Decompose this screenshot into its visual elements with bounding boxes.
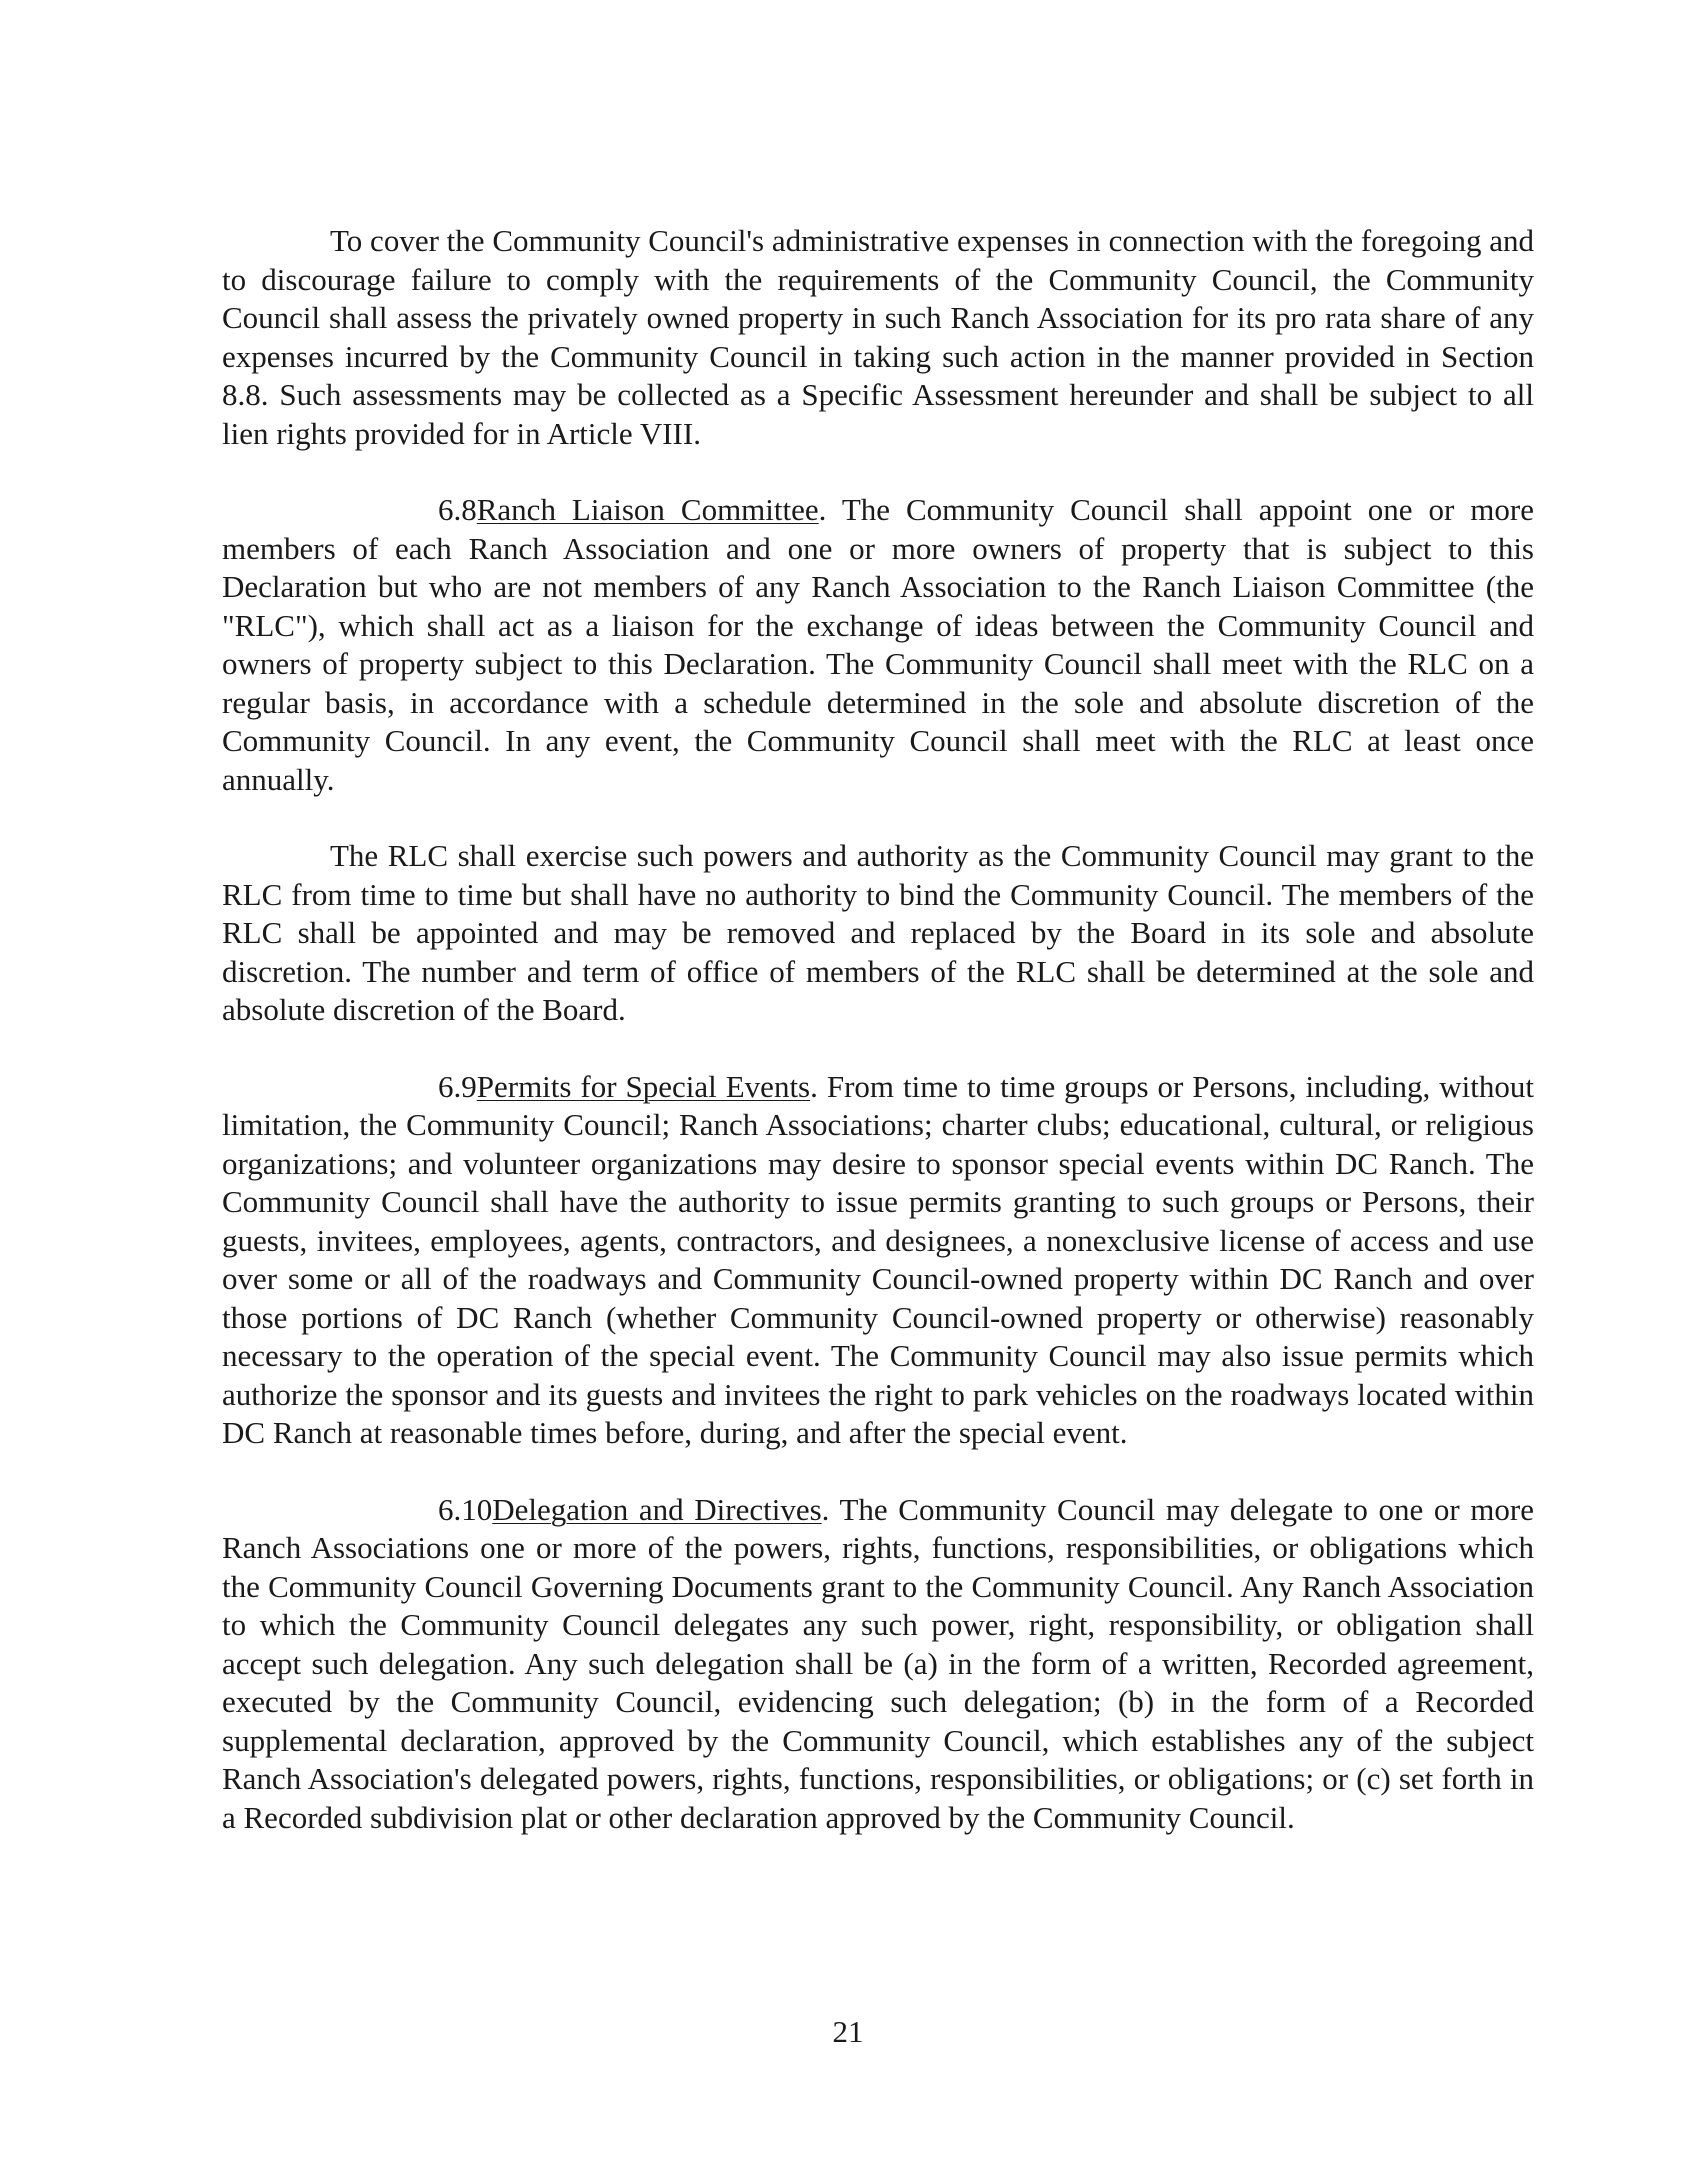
document-page [222, 222, 1534, 1837]
section-6-8-continuation: The RLC shall exercise such powers and authority as the Community Council may grant to the RLC from time to time but shall have no authority to bind the Community Council. The members of the RLC shall be appointed and may be removed and replaced by the Board in its sole and absolute discretion. The number and term of office of members of the RLC shall be determined at the sole and absolute discretion of the Board. [222, 838, 1534, 1027]
section-body: . The Community Council may delegate to one or more Ranch Associations one or more of the powers, rights, functions, responsibilities, or obligations which the Community Council Governing Documents grant to the Community Council. Any Ranch Association to which the Community Council delegates any such power, right, responsibility, or obligation shall accept such delegation. Any such delegation shall be (a) in the form of a written, Recorded agreement, executed by the Community Council, evidencing such delegation; (b) in the form of a Recorded supplemental declaration, approved by the Community Council, which establishes any of the subject Ranch Association's delegated powers, rights, functions, responsibilities, or obligations; or (c) set forth in a Recorded subdivision plat or other declaration approved by the Community Council. [222, 1491, 1534, 1835]
section-number: 6.10 [438, 1491, 493, 1527]
section-number: 6.9 [438, 1068, 477, 1104]
section-6-9-paragraph [222, 1068, 1534, 1453]
section-body: . From time to time groups or Persons, including, without limitation, the Community Council; Ranch Associations; charter clubs; educational, cultural, or religious organizations; and volunteer organizations may desire to sponsor special events within DC Ranch. The Community Council shall have the authority to issue permits granting to such groups or Persons, their guests, invitees, employees, agents, contractors, and designees, a nonexclusive license of access and use over some or all of the roadways and Community Council-owned property within DC Ranch and over those portions of DC Ranch (whether Community Council-owned property or otherwise) reasonably necessary to the operation of the special event. The Community Council may also issue permits which authorize the sponsor and its guests and invitees the right to park vehicles on the roadways located within DC Ranch at reasonable times before, during, and after the special event. [222, 1068, 1534, 1450]
section-title: Ranch Liaison Committee [476, 492, 819, 527]
section-title: Permits for Special Events [476, 1068, 811, 1104]
intro-paragraph: To cover the Community Council's administrative expenses in connection with the foregoing and to discourage failure to comply with the requirements of the Community Council, the Community Council shall assess the privately owned property in such Ranch Association for its pro rata share of any expenses incurred by the Community Council in taking such action in the manner provided in Section 8.8. Such assessments may be collected as a Specific Assessment hereunder and shall be subject to all lien rights provided for in Article VIII. [222, 223, 1534, 451]
section-number: 6.8 [438, 492, 477, 527]
page-number: 21 [832, 2014, 864, 2049]
section-title: Delegation and Directives [492, 1491, 822, 1527]
section-body: . The Community Council shall appoint one or more members of each Ranch Association and one or more owners of property that is subject to this Declaration but who are not members of any Ranch Association to the Ranch Liaison Committee (the "RLC"), which shall act as a liaison for the exchange of ideas between the Community Council and owners of property subject to this Declaration. The Community Council shall meet with the RLC on a regular basis, in accordance with a schedule determined in the sole and absolute discretion of the Community Council. In any event, the Community Council shall meet with the RLC at least once annually. [222, 492, 1534, 797]
section-6-10-paragraph [222, 1491, 1534, 1838]
section-6-8-paragraph [222, 491, 1534, 799]
